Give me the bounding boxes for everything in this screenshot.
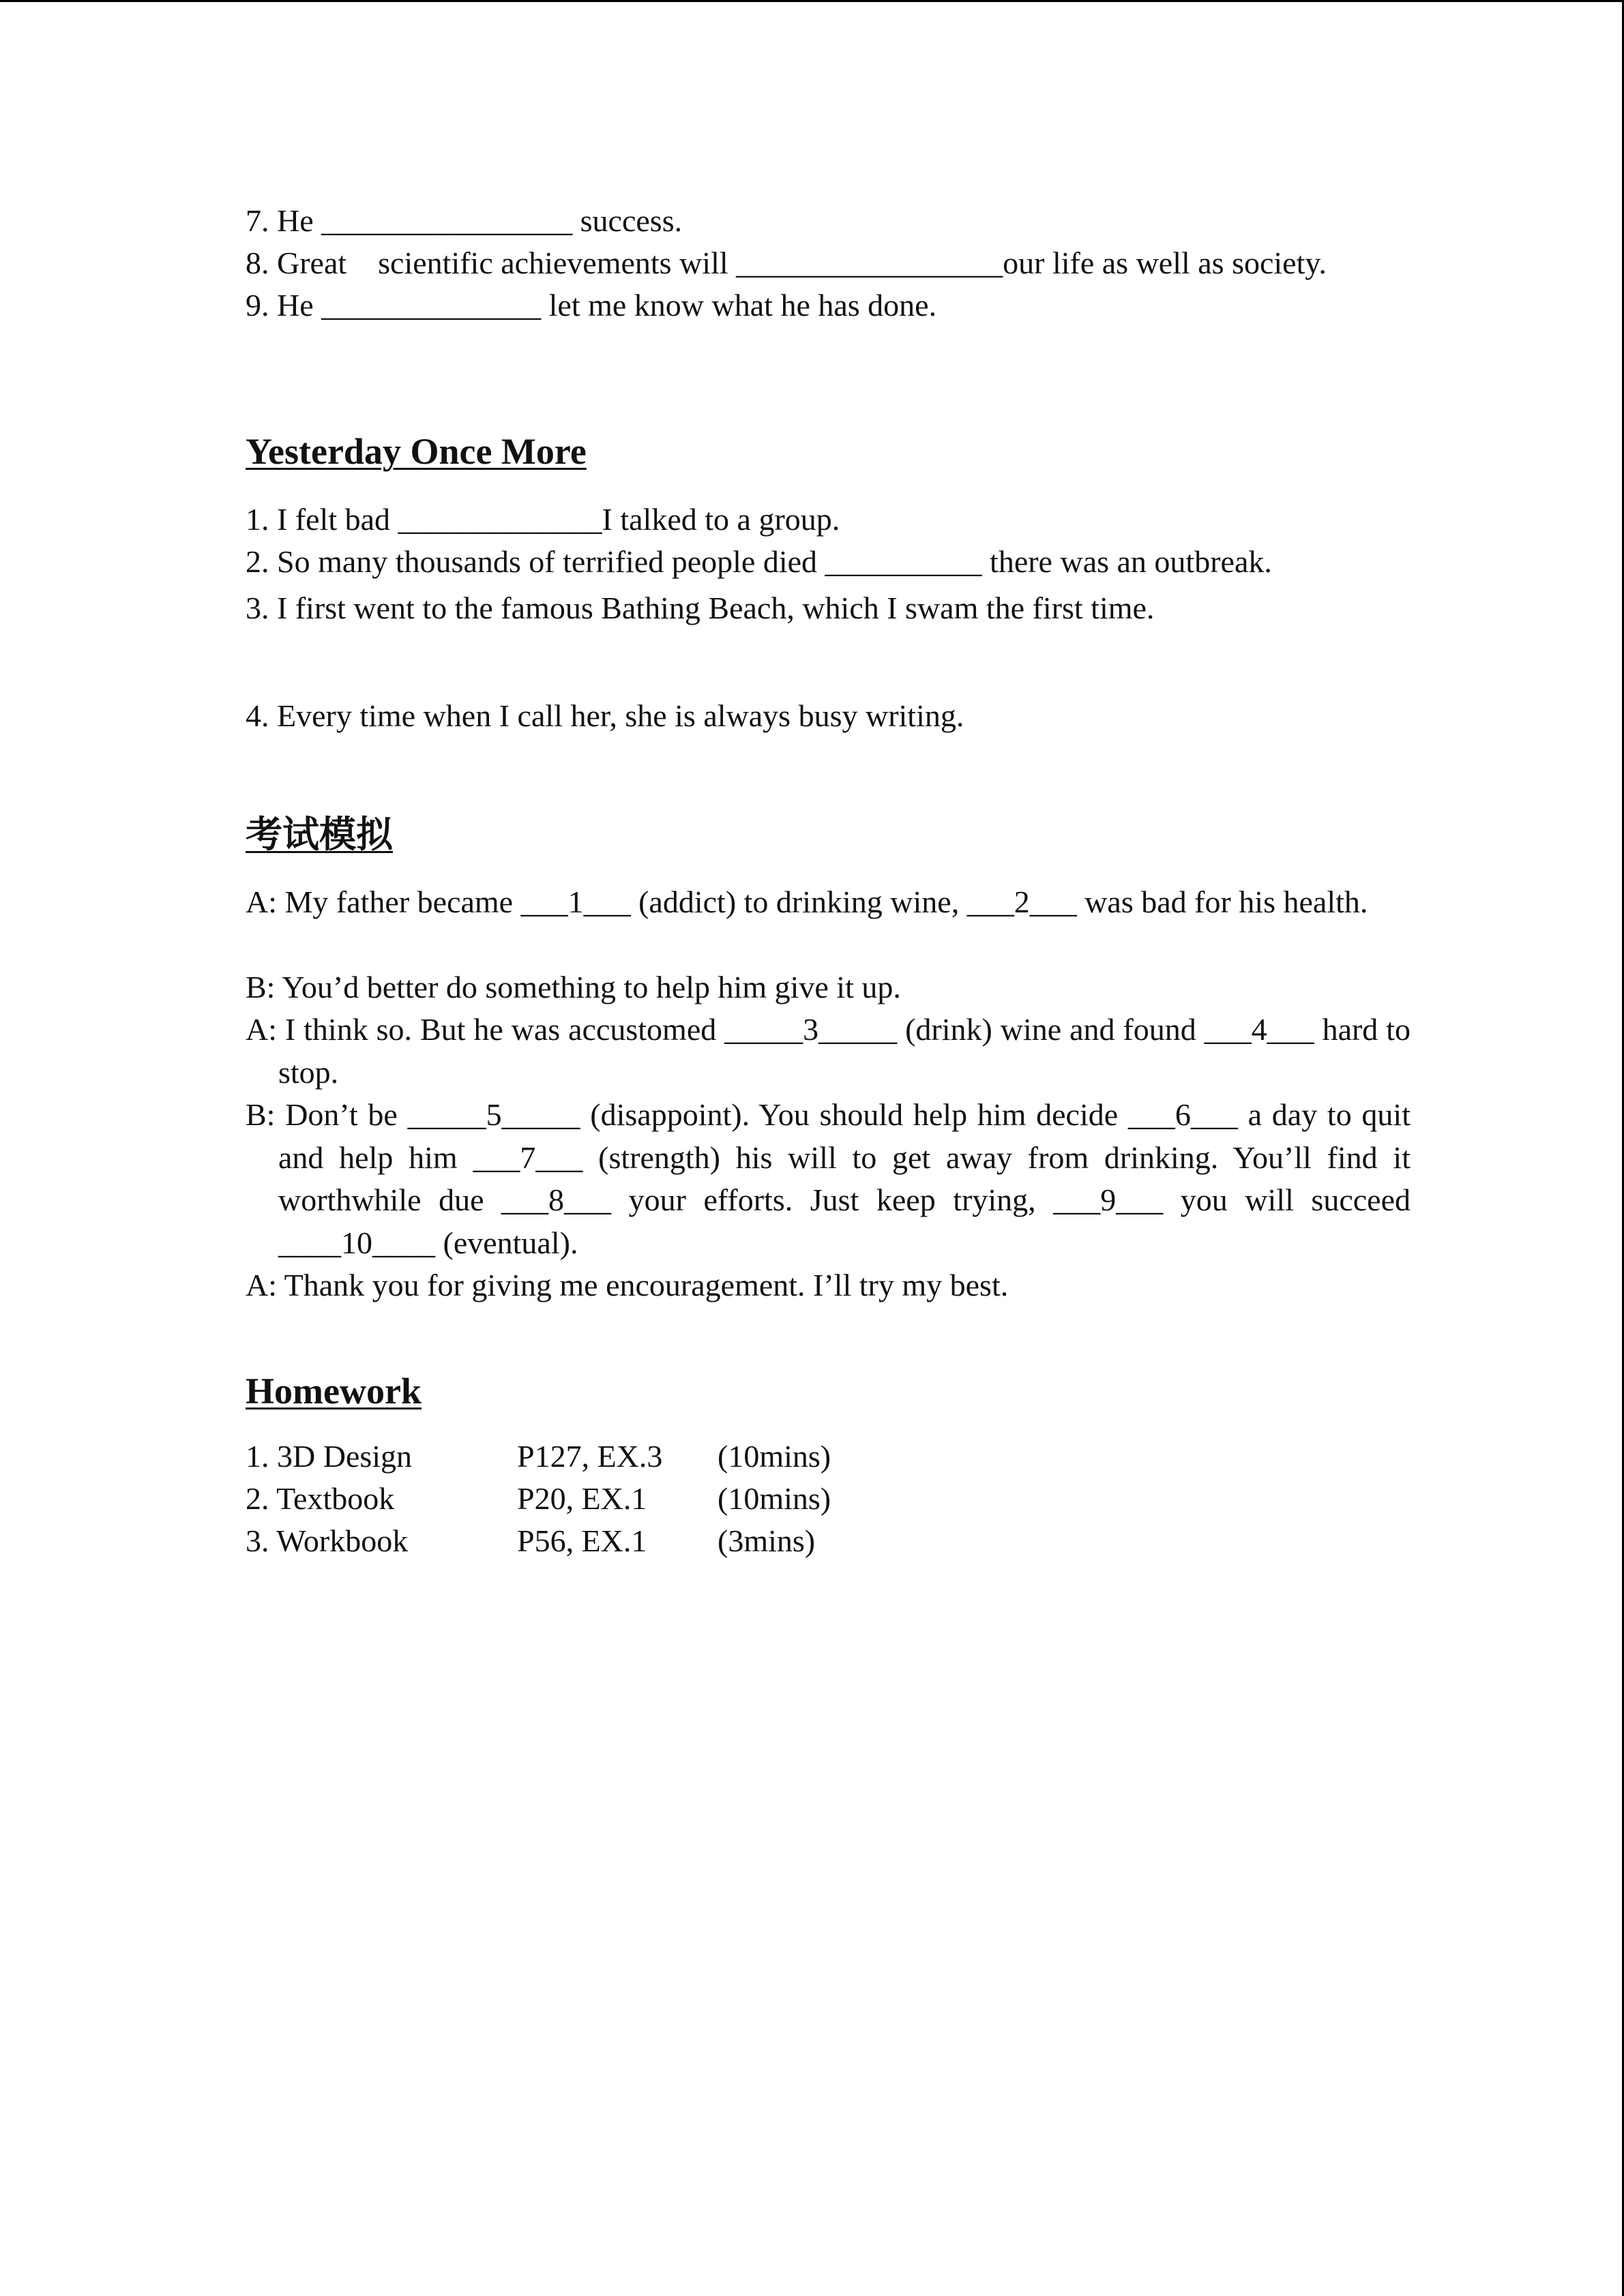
homework-row [246, 1478, 928, 1520]
homework-page: P20, EX.1 [517, 1481, 647, 1516]
exercise-item-9: 9. He ______________ let me know what he has done. [246, 288, 937, 323]
homework-task: 3. Workbook [246, 1523, 409, 1558]
homework-row [246, 1435, 928, 1478]
homework-page: P127, EX.3 [517, 1439, 663, 1474]
dialog-line-3: A: I think so. But he was accustomed _____3_____ (drink) wine and found ___4___ hard to stop. [246, 1012, 1411, 1090]
homework-task: 1. 3D Design [246, 1439, 413, 1474]
homework-heading: Homework [246, 1371, 422, 1412]
exercise-item-8: 8. Great scientific achievements will _________________our life as well as society. [246, 245, 1327, 280]
yesterday-once-more-heading: Yesterday Once More [246, 431, 587, 472]
homework-row [246, 1520, 928, 1562]
exercise-item-7: 7. He ________________ success. [246, 203, 683, 238]
review-item-2: 2. So many thousands of terrified people died __________ there was an outbreak. [246, 544, 1272, 579]
dialog-line-5: A: Thank you for giving me encouragement. I’ll try my best. [246, 1268, 1009, 1302]
homework-time: (3mins) [718, 1523, 816, 1558]
homework-task: 2. Textbook [246, 1481, 395, 1516]
homework-time: (10mins) [718, 1439, 831, 1474]
exam-simulation-heading: 考试模拟 [246, 814, 393, 855]
review-item-1: 1. I felt bad _____________I talked to a group. [246, 502, 840, 537]
dialog-line-4: B: Don’t be _____5_____ (disappoint). You should help him decide ___6___ a day to quit and help him ___7___ (strength) his will to get away from drinking. You’ll find it worthwhile due ___8___ your efforts. Just keep trying, ___9___ you will succeed ____10____ (eventual). [246, 1097, 1411, 1260]
dialog-line-1: A: My father became ___1___ (addict) to drinking wine, ___2___ was bad for his health. [246, 884, 1368, 919]
homework-time: (10mins) [718, 1481, 831, 1516]
review-item-4: 4. Every time when I call her, she is always busy writing. [246, 698, 964, 733]
review-item-3: 3. I first went to the famous Bathing Beach, which I swam the first time. [246, 591, 1155, 625]
dialog-line-2: B: You’d better do something to help him give it up. [246, 970, 901, 1004]
homework-page: P56, EX.1 [517, 1523, 647, 1558]
